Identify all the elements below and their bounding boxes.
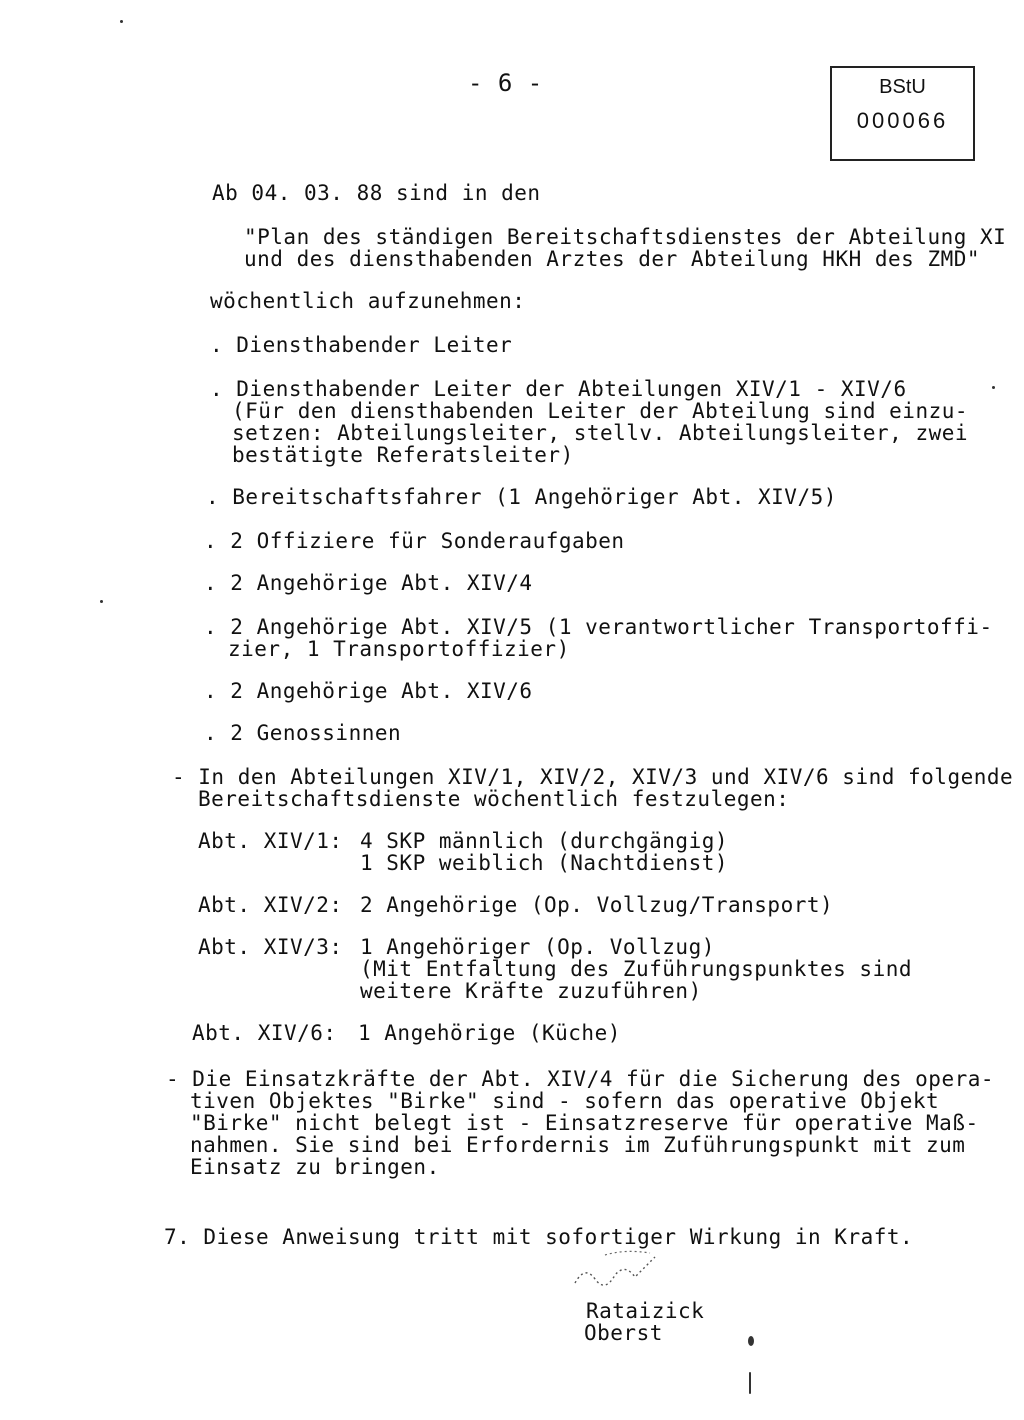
- stamp-label: BStU: [879, 76, 926, 98]
- unit-value: 4 SKP männlich (durchgängig): [360, 829, 729, 853]
- plan-quote-line-1: "Plan des ständigen Bereitschaftsdienstes der Abteilung XI: [244, 225, 1007, 249]
- closing-item: 7. Diese Anweisung tritt mit sofortiger Wirkung in Kraft.: [164, 1225, 914, 1249]
- stamp-number: 000066: [856, 108, 949, 133]
- section2-line: Bereitschaftsdienste wöchentlich festzulegen:: [198, 787, 790, 811]
- duty-item: . 2 Genossinnen: [204, 721, 402, 745]
- unit-value: 2 Angehörige (Op. Vollzug/Transport): [360, 893, 834, 917]
- archive-stamp: [830, 66, 975, 161]
- unit-value: 1 Angehörige (Küche): [358, 1021, 621, 1045]
- scan-speck: [749, 1372, 751, 1394]
- section3-line: - Die Einsatzkräfte der Abt. XIV/4 für die Sicherung des opera-: [166, 1067, 995, 1091]
- scan-speck: [748, 1336, 754, 1346]
- duty-item-continuation: bestätigte Referatsleiter): [232, 443, 574, 467]
- intro-line-2: wöchentlich aufzunehmen:: [210, 289, 526, 313]
- scan-speck: [120, 20, 123, 23]
- section2-line: - In den Abteilungen XIV/1, XIV/2, XIV/3 und XIV/6 sind folgende: [172, 765, 1014, 789]
- plan-quote-line-2: und des diensthabenden Arztes der Abteilung HKH des ZMD": [244, 247, 981, 271]
- unit-value: weitere Kräfte zuzuführen): [360, 979, 702, 1003]
- scan-speck: [992, 386, 995, 389]
- duty-item: . 2 Angehörige Abt. XIV/5 (1 verantwortlicher Transportoffi-: [204, 615, 993, 639]
- duty-item: . 2 Angehörige Abt. XIV/6: [204, 679, 533, 703]
- duty-item: . Diensthabender Leiter der Abteilungen XIV/1 - XIV/6: [210, 377, 907, 401]
- unit-label: Abt. XIV/3:: [198, 935, 343, 959]
- signatory-name: Rataizick: [586, 1299, 705, 1323]
- section3-line: "Birke" nicht belegt ist - Einsatzreserve für operative Maß-: [190, 1111, 979, 1135]
- duty-item: . Diensthabender Leiter: [210, 333, 513, 357]
- section3-line: Einsatz zu bringen.: [190, 1155, 440, 1179]
- unit-value: (Mit Entfaltung des Zuführungspunktes sind: [360, 957, 913, 981]
- unit-value: 1 SKP weiblich (Nachtdienst): [360, 851, 729, 875]
- unit-label: Abt. XIV/1:: [198, 829, 343, 853]
- duty-item-continuation: (Für den diensthabenden Leiter der Abteilung sind einzu-: [232, 399, 969, 423]
- intro-line: Ab 04. 03. 88 sind in den: [212, 181, 541, 205]
- page-number: - 6 -: [468, 69, 543, 97]
- duty-item: . 2 Angehörige Abt. XIV/4: [204, 571, 533, 595]
- signatory-rank: Oberst: [584, 1321, 663, 1345]
- duty-item-continuation: setzen: Abteilungsleiter, stellv. Abteilungsleiter, zwei: [232, 421, 969, 445]
- duty-item: . 2 Offiziere für Sonderaufgaben: [204, 529, 625, 553]
- handwritten-signature: [565, 1245, 695, 1295]
- section3-line: tiven Objektes "Birke" sind - sofern das operative Objekt: [190, 1089, 940, 1113]
- unit-value: 1 Angehöriger (Op. Vollzug): [360, 935, 715, 959]
- unit-label: Abt. XIV/2:: [198, 893, 343, 917]
- section3-line: nahmen. Sie sind bei Erfordernis im Zuführungspunkt mit zum: [190, 1133, 966, 1157]
- unit-label: Abt. XIV/6:: [192, 1021, 337, 1045]
- scan-speck: [100, 600, 103, 603]
- duty-item-continuation: zier, 1 Transportoffizier): [228, 637, 570, 661]
- duty-item: . Bereitschaftsfahrer (1 Angehöriger Abt. XIV/5): [206, 485, 837, 509]
